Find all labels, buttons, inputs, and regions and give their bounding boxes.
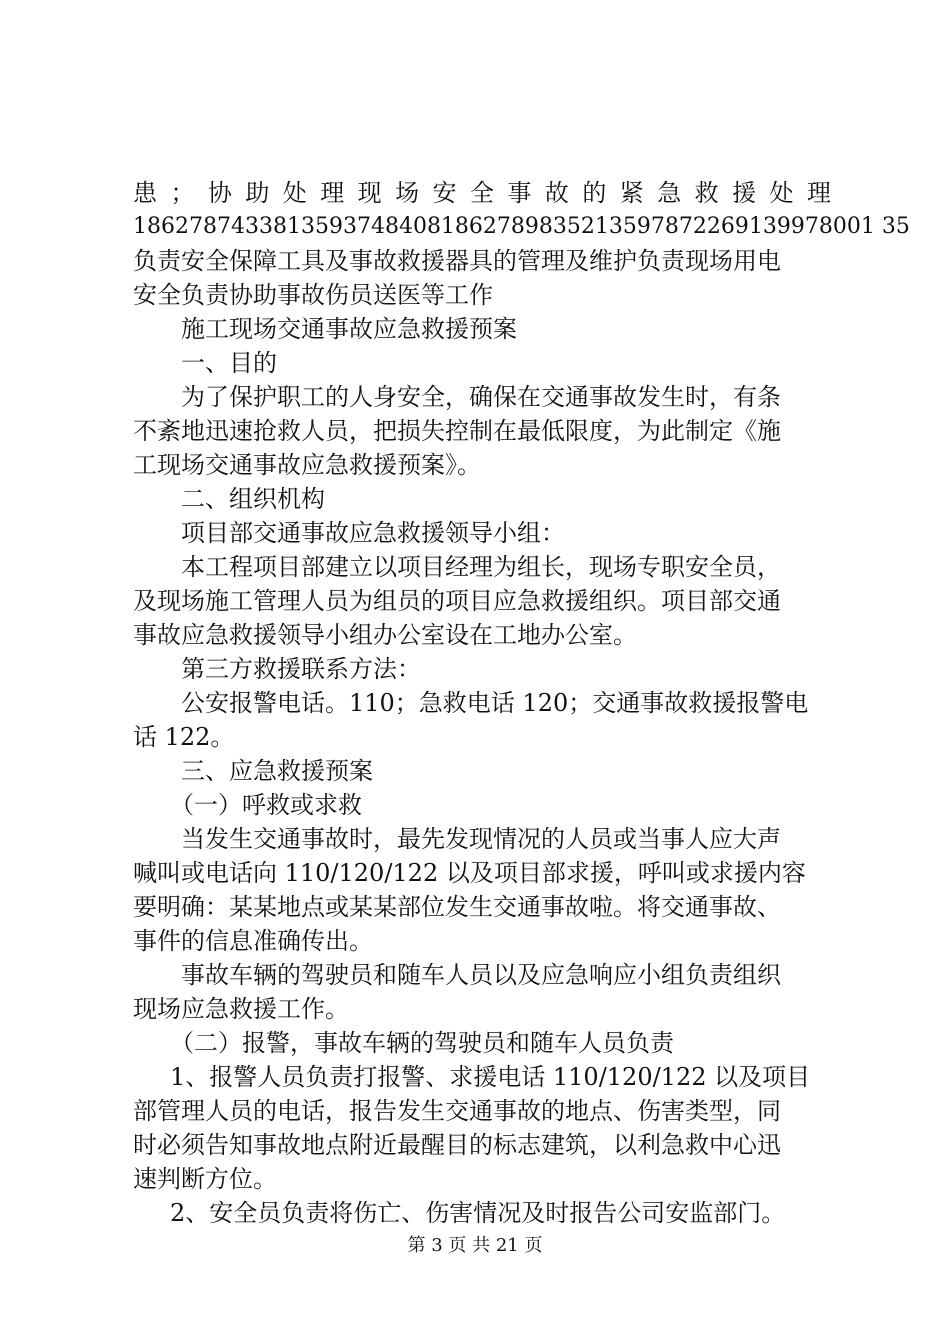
heading-emergency-plan: 三、应急救援预案 (181, 757, 373, 785)
text-line: 要明确：某某地点或某某部位发生交通事故啦。将交通事故、 (133, 893, 781, 921)
text-line: 项目部交通事故应急救援领导小组： (181, 519, 565, 547)
page-footer: 第 3 页 共 21 页 (407, 1235, 543, 1256)
text-line: 速判断方位。 (133, 1165, 277, 1193)
text-line: 时必须告知事故地点附近最醒目的标志建筑，以利急救中心迅 (133, 1131, 781, 1159)
text-line: 1、报警人员负责打报警、求援电话 110/120/122 以及项目 (170, 1063, 811, 1091)
text-line: 负责安全保障工具及事故救援器具的管理及维护负责现场用电 (133, 247, 781, 275)
text-line: 工现场交通事故应急救援预案》。 (133, 451, 481, 479)
text-line: 公安报警电话。110；急救电话 120；交通事故救援报警电 (181, 689, 809, 717)
text-line: 患；协助处理现场安全事故的紧急救援处理 (133, 179, 831, 207)
text-line: 喊叫或电话向 110/120/122 以及项目部求援，呼叫或求援内容 (133, 859, 806, 887)
text-line: 部管理人员的电话，报告发生交通事故的地点、伤害类型，同 (133, 1097, 781, 1125)
heading-purpose: 一、目的 (181, 349, 277, 377)
section-title: 施工现场交通事故应急救援预案 (181, 315, 517, 343)
text-line: 及现场施工管理人员为组员的项目应急救援组织。项目部交通 (133, 587, 781, 615)
text-line: 事件的信息准确传出。 (133, 927, 373, 955)
text-line: 不紊地迅速抢救人员，把损失控制在最低限度，为此制定《施 (133, 417, 781, 445)
text-line: 事故车辆的驾驶员和随车人员以及应急响应小组负责组织 (181, 961, 781, 989)
subheading-call-for-help: （一）呼救或求救 (170, 791, 362, 819)
heading-organization: 二、组织机构 (181, 485, 325, 513)
subheading-alarm: （二）报警，事故车辆的驾驶员和随车人员负责 (170, 1029, 674, 1057)
text-line: 事故应急救援领导小组办公室设在工地办公室。 (133, 621, 637, 649)
text-line: 为了保护职工的人身安全，确保在交通事故发生时，有条 (181, 383, 781, 411)
text-line: 话 122。 (133, 723, 235, 751)
text-line: 本工程项目部建立以项目经理为组长，现场专职安全员， (181, 553, 781, 581)
phone-numbers-line: 18627874338135937484081862789835213597872269139978001 35 (133, 214, 910, 239)
text-line: 2、安全员负责将伤亡、伤害情况及时报告公司安监部门。 (170, 1199, 786, 1227)
text-line: 现场应急救援工作。 (133, 995, 349, 1023)
text-line: 当发生交通事故时，最先发现情况的人员或当事人应大声 (181, 825, 781, 853)
text-line: 第三方救援联系方法： (181, 655, 421, 683)
text-line: 安全负责协助事故伤员送医等工作 (133, 281, 493, 309)
